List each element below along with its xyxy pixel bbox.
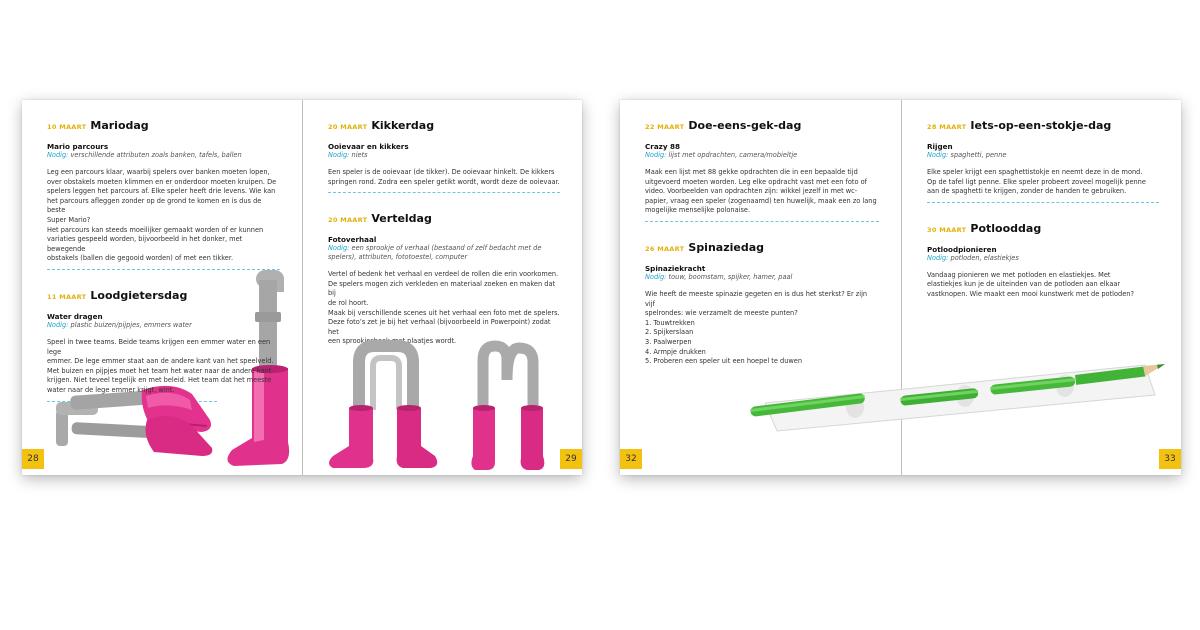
needs-label: Nodig: — [328, 151, 350, 159]
entry-subtitle: Fotoverhaal — [328, 235, 377, 245]
body-line: papier, vraag een speler (zogenaamd) ten huwelijk, maak een zo lang — [645, 196, 877, 205]
page-number: 29 — [560, 449, 582, 469]
list-item: 2. Spijkerslaan — [645, 328, 694, 337]
dotted-divider — [328, 192, 560, 193]
entry-needs — [927, 151, 1159, 160]
body-line: een sprookjesboek met plaatjes wordt. — [328, 337, 457, 346]
entry-subtitle: Spinaziekracht — [645, 263, 706, 273]
entry-body — [47, 338, 280, 396]
pencils-paper-strip-illustration — [745, 355, 1175, 435]
entry-potlooddag — [927, 222, 1159, 300]
body-line: Maak een lijst met 88 gekke opdrachten die in een bepaalde tijd — [645, 168, 858, 176]
entry-title: Loodgietersdag — [90, 288, 188, 302]
entry-body — [927, 271, 1159, 300]
entry-date: 30 MAART — [927, 225, 967, 234]
body-line: spelers leggen het parcours af. Elke speler heeft drie levens. Wie kan — [47, 187, 276, 196]
page-28 — [22, 100, 302, 475]
entry-kikkerdag — [328, 119, 560, 193]
needs-label: Nodig: — [927, 151, 949, 159]
body-line: Vandaag pionieren we met potloden en elastiekjes. Met — [927, 270, 1111, 279]
body-line: Elke speler krijgt een spaghettistokje en neemt deze in de mond. — [927, 168, 1143, 176]
body-line: emmer. De lege emmer staat aan de andere kant van het speelveld. — [47, 357, 274, 366]
entry-title: Kikkerdag — [371, 119, 435, 132]
needs-label: Nodig: — [645, 272, 667, 281]
page-number: 28 — [22, 449, 44, 469]
entry-date: 28 MAART — [927, 123, 967, 131]
needs-text: touw, boomstam, spijker, hamer, paal — [668, 272, 793, 281]
list-item: 5. Proberen een speler uit een hoepel te duwen — [645, 357, 803, 366]
entry-needs — [927, 254, 1159, 263]
entry-needs — [645, 273, 879, 282]
entry-date: 26 MAART — [645, 244, 685, 253]
page-29 — [303, 100, 582, 475]
book-spread-28-29 — [22, 100, 582, 475]
entry-verteldag — [328, 212, 560, 347]
body-line: het parcours afleggen zonder op de grond te komen en is dus de beste — [47, 196, 262, 215]
body-line: water naar de lege emmer krijgt, wint. — [47, 385, 175, 394]
entry-title: Doe-eens-gek-dag — [688, 119, 802, 132]
needs-label: Nodig: — [47, 320, 69, 329]
entry-subtitle: Crazy 88 — [645, 142, 681, 151]
needs-text: verschillende attributen zoals banken, tafels, ballen — [70, 151, 242, 159]
entry-mariodag — [47, 119, 280, 270]
body-line: krijgen. Niet teveel tegelijk en met beleid. Het team dat het meeste — [47, 376, 272, 385]
body-line: Maak bij verschillende scenes uit het verhaal een foto met de spelers. — [328, 308, 560, 317]
entry-title: Verteldag — [371, 212, 432, 226]
dotted-divider — [645, 221, 879, 222]
entry-title: Iets-op-een-stokje-dag — [970, 119, 1112, 132]
entry-needs — [47, 151, 280, 160]
entry-subtitle: Mario parcours — [47, 142, 109, 151]
body-line: De spelers mogen zich verkleden en materiaal zoeken en maken dat bij — [328, 279, 556, 298]
entry-body — [645, 168, 879, 216]
entry-body — [328, 270, 560, 347]
entry-subtitle: Ooievaar en kikkers — [328, 142, 409, 151]
needs-label: Nodig: — [927, 253, 949, 262]
book-spread-32-33 — [620, 100, 1181, 475]
entry-title: Potlooddag — [970, 221, 1042, 235]
body-line: Het parcours kan steeds moeilijker gemaakt worden of er kunnen — [47, 225, 264, 234]
needs-text: lijst met opdrachten, camera/mobieltje — [668, 151, 798, 159]
list-item: 4. Armpje drukken — [645, 347, 706, 356]
body-line: mogelijke menselijke polonaise. — [645, 206, 751, 215]
body-line: Super Mario? — [47, 215, 91, 224]
body-line: Op de tafel ligt penne. Elke speler probeert zoveel mogelijk penne — [927, 177, 1146, 186]
body-line: Wie heeft de meeste spinazie gegeten en is dus het sterkst? Er zijn vijf — [645, 289, 868, 308]
needs-text: plastic buizen/pijpjes, emmers water — [70, 320, 192, 329]
entry-date: 20 MAART — [328, 216, 368, 225]
needs-label: Nodig: — [328, 244, 350, 253]
entry-doe-eens-gek-dag — [645, 119, 879, 222]
entry-date: 10 MAART — [47, 123, 87, 131]
body-line: aan de spaghetti te krijgen, zonder de handen te gebruiken. — [927, 187, 1127, 196]
body-line: video. Voorbeelden van opdrachten zijn: wikkel jezelf in met wc- — [645, 187, 858, 196]
entry-iets-op-een-stokje-dag — [927, 119, 1159, 203]
entry-date: 20 MAART — [328, 123, 368, 131]
entry-body — [47, 168, 280, 264]
entry-subtitle: Potloodpionieren — [927, 244, 997, 254]
boots-pipes-illustration — [323, 340, 563, 475]
list-item: 3. Paalwerpen — [645, 337, 692, 346]
entry-spinaziedag — [645, 241, 879, 367]
body-line: spelrondes: wie verzamelt de meeste punten? — [645, 309, 798, 318]
dotted-divider — [927, 202, 1159, 203]
list-item: 1. Touwtrekken — [645, 318, 695, 327]
entry-subtitle: Rijgen — [927, 142, 953, 151]
needs-label: Nodig: — [47, 151, 69, 159]
body-line: Deze foto’s zet je bij het verhaal (bijvoorbeeld in Powerpoint) zodat het — [328, 318, 551, 336]
body-line: de rol hoort. — [328, 298, 369, 307]
entry-date: 22 MAART — [645, 123, 685, 131]
entry-needs — [645, 151, 879, 160]
body-line: obstakels (ballen die gegooid worden) of met een tikker. — [47, 254, 234, 263]
body-line: over obstakels moeten klimmen en er onderdoor moeten kruipen. De — [47, 177, 277, 186]
entry-title: Mariodag — [90, 119, 149, 132]
entry-body — [328, 168, 560, 187]
entry-date: 11 MAART — [47, 292, 87, 301]
page-number: 33 — [1159, 449, 1181, 469]
entry-body — [927, 168, 1159, 197]
needs-label: Nodig: — [645, 151, 667, 159]
boot-pair-u-pipe — [329, 346, 437, 468]
body-line: Leg een parcours klaar, waarbij spelers over banken moeten lopen, — [47, 168, 270, 176]
entry-title: Spinaziedag — [688, 240, 765, 254]
body-line: variaties gespeeld worden, bijvoorbeeld in het donker, met bewegende — [47, 235, 243, 253]
needs-text: niets — [351, 151, 368, 159]
body-line: Vertel of bedenk het verhaal en verdeel de rollen die erin voorkomen. — [328, 270, 559, 279]
body-line: Speel in twee teams. Beide teams krijgen een emmer water en een lege — [47, 337, 271, 356]
page-number: 32 — [620, 449, 642, 469]
entry-needs — [328, 244, 560, 262]
body-line: elastiekjes kun je de uiteinden van de potloden aan elkaar — [927, 280, 1121, 289]
body-line: springen rond. Zodra een speler getikt wordt, wordt deze de ooievaar. — [328, 177, 560, 186]
needs-text: spaghetti, penne — [950, 151, 1007, 159]
boot-pair-u-pipe — [471, 346, 544, 470]
entry-needs — [328, 151, 560, 160]
body-line: Een speler is de ooievaar (de tikker). De ooievaar hinkelt. De kikkers — [328, 168, 555, 176]
body-line: Met buizen en pijpjes moet het team het water naar de andere kant — [47, 366, 272, 375]
needs-text: potloden, elastiekjes — [950, 253, 1019, 262]
needs-text: een sprookje of verhaal (bestaand of zelf bedacht met de spelers), attributen, fototoestel, computer — [328, 244, 542, 262]
body-line: vastknopen. Wie maakt een mooi kunstwerk met de potloden? — [927, 289, 1134, 298]
body-line: uitgevoerd moeten worden. Leg elke opdracht vast met een foto of — [645, 177, 867, 186]
entry-subtitle: Water dragen — [47, 311, 103, 321]
